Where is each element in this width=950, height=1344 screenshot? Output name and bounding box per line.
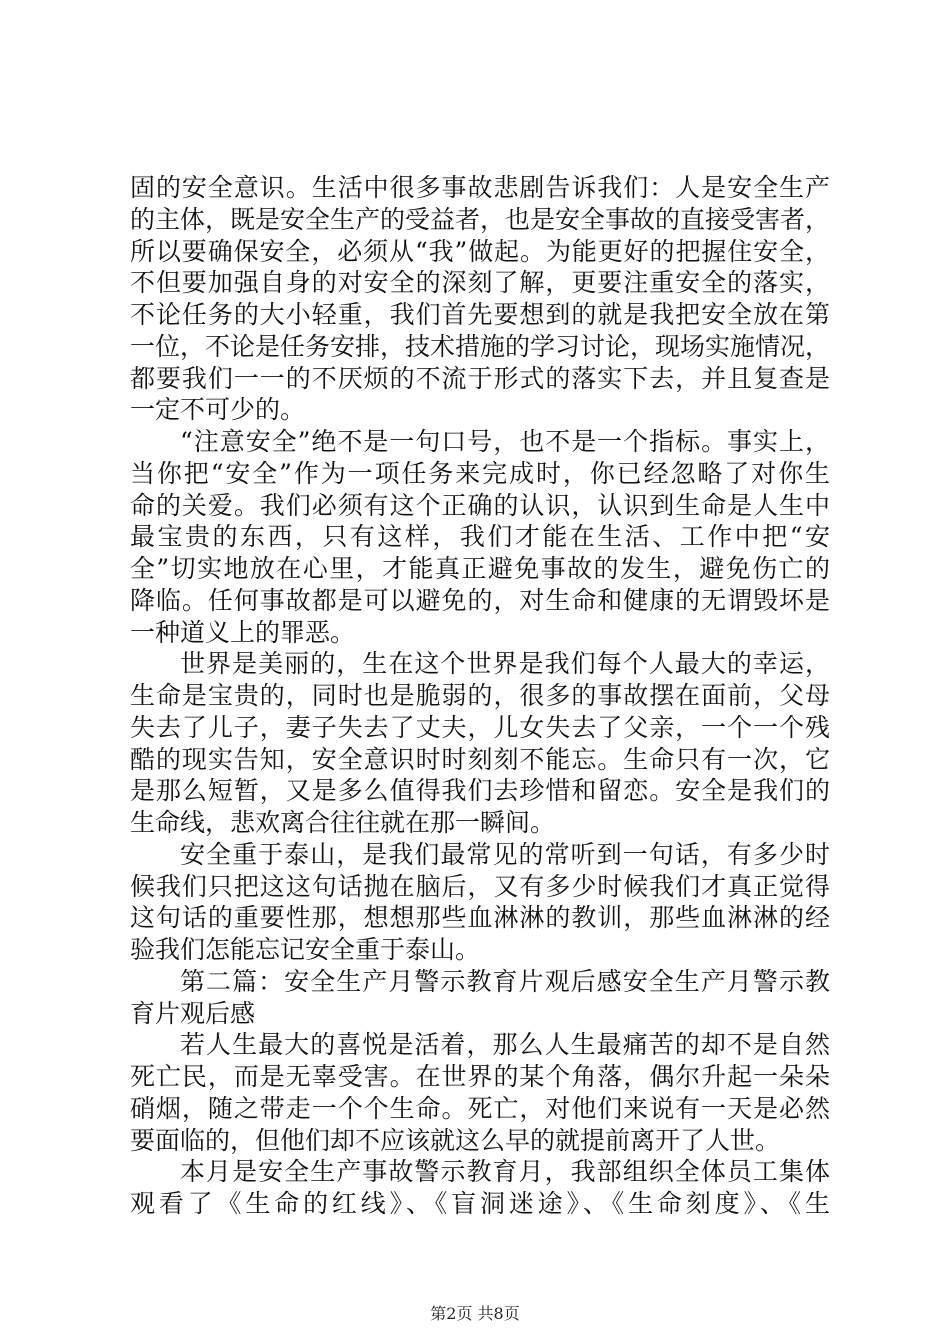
text-line: 候我们只把这这句话抛在脑后，又有多少时候我们才真正觉得: [130, 871, 830, 901]
text-line: 不论任务的大小轻重，我们首先要想到的就是我把安全放在第: [130, 300, 830, 329]
text-line: 固的安全意识。生活中很多事故悲剧告诉我们：人是安全生产: [130, 173, 830, 202]
text-line: 一种道义上的罪恶。: [130, 617, 356, 647]
text-line: 观看了《生命的红线》、《盲洞迷途》、《生命刻度》、《生: [130, 1189, 830, 1218]
text-line: 硝烟，随之带走一个个生命。死亡，对他们来说有一天是必然: [130, 1093, 830, 1123]
text-line: 最宝贵的东西，只有这样，我们才能在生活、工作中把“安: [130, 522, 830, 552]
text-line: 死亡民，而是无辜受害。在世界的某个角落，偶尔升起一朵朵: [130, 1062, 830, 1091]
text-line: 命的关爱。我们必须有这个正确的认识，认识到生命是人生中: [130, 490, 830, 520]
text-line: 世界是美丽的，生在这个世界是我们每个人最大的幸运，: [180, 649, 830, 679]
text-line: 降临。任何事故都是可以避免的，对生命和健康的无谓毁坏是: [130, 585, 830, 615]
text-line: 的主体，既是安全生产的受益者，也是安全事故的直接受害者，: [130, 204, 831, 234]
text-line: 酷的现实告知，安全意识时时刻刻不能忘。生命只有一次，它: [130, 744, 830, 774]
text-line: 是那么短暂，又是多么值得我们去珍惜和留恋。安全是我们的: [130, 776, 830, 806]
page-footer: 第2页 共8页: [430, 1304, 520, 1323]
text-line: 失去了儿子，妻子失去了丈夫，儿女失去了父亲，一个一个残: [130, 712, 830, 742]
text-line: 生命线，悲欢离合往往就在那一瞬间。: [130, 808, 556, 837]
text-line: 若人生最大的喜悦是活着，那么人生最痛苦的却不是自然: [180, 1030, 830, 1060]
text-line: 当你把“安全”作为一项任务来完成时，你已经忽略了对你生: [130, 458, 830, 488]
text-line: 所以要确保安全，必须从“我”做起。为能更好的把握住安全，: [130, 236, 830, 266]
text-line: 这句话的重要性那，想想那些血淋淋的教训，那些血淋淋的经: [130, 903, 830, 933]
text-line: 生命是宝贵的，同时也是脆弱的，很多的事故摆在面前，父母: [130, 681, 830, 710]
text-line: 都要我们一一的不厌烦的不流于形式的落实下去，并且复查是: [130, 363, 830, 393]
text-line: “注意安全”绝不是一句口号，也不是一个指标。事实上，: [180, 427, 830, 456]
text-line: 安全重于泰山，是我们最常见的常听到一句话，有多少时: [180, 839, 830, 869]
text-line: 第二篇：安全生产月警示教育片观后感安全生产月警示教: [180, 966, 830, 996]
text-line: 本月是安全生产事故警示教育月，我部组织全体员工集体: [180, 1157, 830, 1187]
text-line: 验我们怎能忘记安全重于泰山。: [130, 935, 481, 964]
document-body: [130, 172, 830, 1220]
text-line: 要面临的，但他们却不应该就这么早的就提前离开了人世。: [130, 1125, 781, 1155]
text-line: 一位，不论是任务安排，技术措施的学习讨论，现场实施情况，: [130, 331, 831, 361]
text-line: 不但要加强自身的对安全的深刻了解，更要注重安全的落实，: [130, 268, 830, 298]
text-line: 育片观后感: [130, 998, 256, 1028]
text-line: 一定不可少的。: [130, 395, 306, 425]
text-line: 全”切实地放在心里，才能真正避免事故的发生，避免伤亡的: [130, 554, 830, 583]
